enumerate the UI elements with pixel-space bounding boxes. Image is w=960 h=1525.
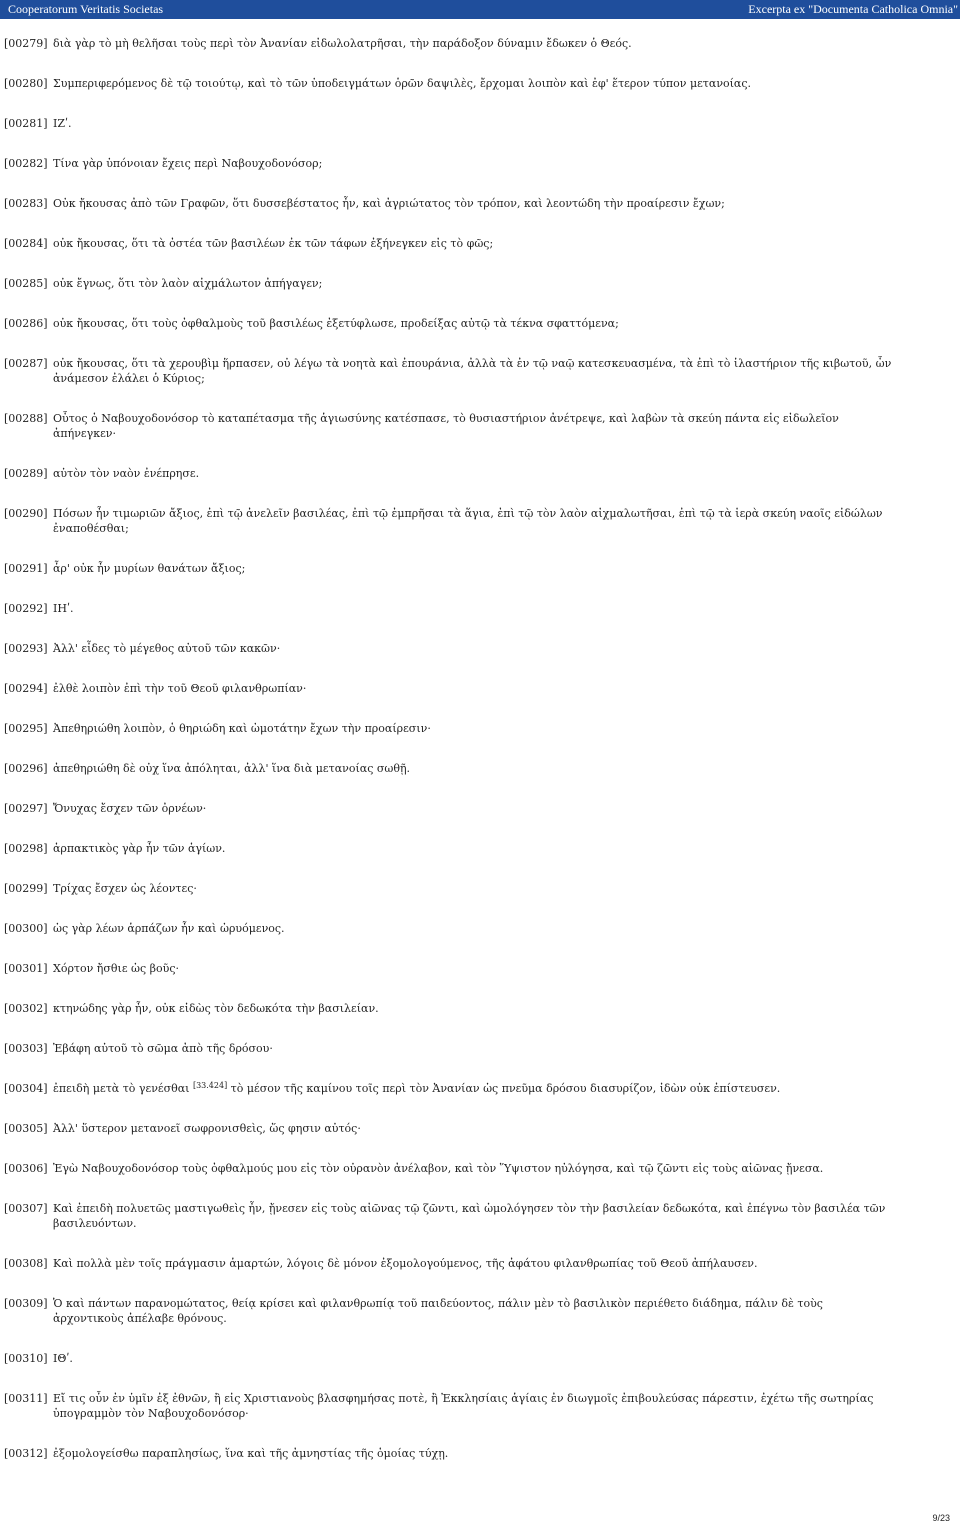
paragraph-text: ἆρ' οὐκ ἦν μυρίων θανάτων ἄξιος; xyxy=(53,562,246,575)
paragraph xyxy=(4,411,894,441)
paragraph-number: [00311] xyxy=(4,1392,48,1405)
paragraph xyxy=(4,1391,894,1421)
paragraph-number: [00309] xyxy=(4,1297,48,1310)
paragraph-text: οὐκ ἤκουσας, ὅτι τοὺς ὀφθαλμοὺς τοῦ βασιλέως ἐξετύφλωσε, προδείξας αὐτῷ τὰ τέκνα σφαττόμενα; xyxy=(53,317,619,330)
paragraph-number: [00304] xyxy=(4,1082,48,1095)
paragraph-text: διὰ γὰρ τὸ μὴ θελῆσαι τοὺς περὶ τὸν Ἀνανίαν εἰδωλολατρῆσαι, τὴν παράδοξον δύναμιν ἔδωκεν ὁ Θεός. xyxy=(53,37,632,50)
paragraph-number: [00290] xyxy=(4,507,48,520)
paragraph xyxy=(4,721,894,736)
paragraph-number: [00282] xyxy=(4,157,48,170)
paragraph-text-part: τὸ μέσον τῆς καμίνου τοῖς περὶ τὸν Ἀνανίαν ὡς πνεῦμα δρόσου διασυρίζον, ἰδὼν οὐκ ἐπίστευσεν. xyxy=(227,1082,781,1095)
paragraph-text: ΙΗʹ. xyxy=(53,602,74,615)
paragraph xyxy=(4,1041,894,1056)
paragraph-text: ΙΘʹ. xyxy=(53,1352,73,1365)
header-source-title: Excerpta ex "Documenta Catholica Omnia" xyxy=(748,2,958,16)
paragraph-text: Τρίχας ἔσχεν ὡς λέοντες· xyxy=(53,882,197,895)
paragraph-text: αὐτὸν τὸν ναὸν ἐνέπρησε. xyxy=(53,467,200,480)
paragraph-text: Χόρτον ἤσθιε ὡς βοῦς· xyxy=(53,962,179,975)
paragraph xyxy=(4,1446,894,1461)
paragraph-number: [00291] xyxy=(4,562,48,575)
paragraph xyxy=(4,881,894,896)
paragraph xyxy=(4,1296,894,1326)
paragraph xyxy=(4,801,894,816)
paragraph-text: ὡς γὰρ λέων ἁρπάζων ἦν καὶ ὠρυόμενος. xyxy=(53,922,285,935)
paragraph-text: Ἐβάφη αὐτοῦ τὸ σῶμα ἀπὸ τῆς δρόσου· xyxy=(53,1042,273,1055)
paragraph-text: ἀπεθηριώθη δὲ οὐχ ἵνα ἀπόληται, ἀλλ' ἵνα διὰ μετανοίας σωθῇ. xyxy=(53,762,411,775)
paragraph-text: Οὗτος ὁ Ναβουχοδονόσορ τὸ καταπέτασμα τῆς ἁγιωσύνης κατέσπασε, τὸ θυσιαστήριον ἀνέτρεψε, καὶ λαβὼν τὰ σκεύη πάντα εἰς εἰδωλεῖον ἀπήνεγκεν· xyxy=(53,412,839,440)
paragraph xyxy=(4,196,894,211)
paragraph-number: [00292] xyxy=(4,602,48,615)
paragraph-number: [00281] xyxy=(4,117,48,130)
paragraph xyxy=(4,641,894,656)
paragraph-number: [00303] xyxy=(4,1042,48,1055)
paragraph xyxy=(4,921,894,936)
paragraph-number: [00284] xyxy=(4,237,48,250)
paragraph-text: Πόσων ἦν τιμωριῶν ἄξιος, ἐπὶ τῷ ἀνελεῖν βασιλέας, ἐπὶ τῷ ἐμπρῆσαι τὰ ἅγια, ἐπὶ τῷ τὸν λαὸν αἰχμαλωτῆσαι, ἐπὶ τῷ τὰ ἱερὰ σκεύη ναοῖς εἰδώλων ἐναποθέσθαι; xyxy=(53,507,883,535)
paragraph-number: [00294] xyxy=(4,682,48,695)
header-bar xyxy=(0,0,960,19)
paragraph xyxy=(4,76,894,91)
paragraph xyxy=(4,1256,894,1271)
paragraph-text: ἁρπακτικὸς γὰρ ἦν τῶν ἁγίων. xyxy=(53,842,226,855)
paragraph xyxy=(4,236,894,251)
paragraph-text: οὐκ ἤκουσας, ὅτι τὰ ὀστέα τῶν βασιλέων ἐκ τῶν τάφων ἐξήνεγκεν εἰς τὸ φῶς; xyxy=(53,237,494,250)
paragraph-number: [00296] xyxy=(4,762,48,775)
paragraph-text: Εἴ τις οὖν ἐν ὑμῖν ἐξ ἐθνῶν, ἢ εἰς Χριστιανοὺς βλασφημήσας ποτὲ, ἢ Ἐκκλησίαις ἁγίαις ἐν διωγμοῖς ἐπιβουλεύσας πάρεστιν, ἐχέτω τῆς σωτηρίας ὑπογραμμὸν τὸν Ναβουχοδονόσορ· xyxy=(53,1392,874,1420)
paragraph-text: Καὶ πολλὰ μὲν τοῖς πράγμασιν ἁμαρτών, λόγοις δὲ μόνον ἐξομολογούμενος, τῆς ἀφάτου φιλανθρωπίας τοῦ Θεοῦ ἀπήλαυσεν. xyxy=(53,1257,758,1270)
document-body xyxy=(4,36,894,1486)
paragraph-number: [00280] xyxy=(4,77,48,90)
paragraph-number: [00308] xyxy=(4,1257,48,1270)
paragraph-text: Ὁ καὶ πάντων παρανομώτατος, θείᾳ κρίσει καὶ φιλανθρωπίᾳ τοῦ παιδεύοντος, πάλιν μὲν τὸ βασιλικὸν περιέθετο διάδημα, πάλιν δὲ τοὺς ἀρχοντικοὺς ἀπέλαβε θρόνους. xyxy=(53,1297,823,1325)
paragraph-text: ΙΖʹ. xyxy=(53,117,72,130)
paragraph-text-part: ἐπειδὴ μετὰ τὸ γενέσθαι xyxy=(53,1082,193,1095)
paragraph-text: ἐξομολογείσθω παραπλησίως, ἵνα καὶ τῆς ἀμνηστίας τῆς ὁμοίας τύχῃ. xyxy=(53,1447,449,1460)
paragraph-text: κτηνώδης γὰρ ἦν, οὐκ εἰδὼς τὸν δεδωκότα τὴν βασιλείαν. xyxy=(53,1002,379,1015)
paragraph-number: [00297] xyxy=(4,802,48,815)
paragraph xyxy=(4,1121,894,1136)
page-reference: [33.424] xyxy=(192,1081,228,1090)
paragraph-text: Ἀλλ' ὕστερον μετανοεῖ σωφρονισθεὶς, ὥς φησιν αὐτός· xyxy=(53,1122,361,1135)
paragraph xyxy=(4,116,894,131)
paragraph xyxy=(4,1001,894,1016)
paragraph-text: οὐκ ἔγνως, ὅτι τὸν λαὸν αἰχμάλωτον ἀπήγαγεν; xyxy=(53,277,323,290)
paragraph-number: [00285] xyxy=(4,277,48,290)
paragraph-number: [00301] xyxy=(4,962,48,975)
paragraph-number: [00283] xyxy=(4,197,48,210)
paragraph xyxy=(4,156,894,171)
paragraph-number: [00286] xyxy=(4,317,48,330)
paragraph xyxy=(4,1201,894,1231)
paragraph-number: [00305] xyxy=(4,1122,48,1135)
paragraph-number: [00300] xyxy=(4,922,48,935)
paragraph-number: [00310] xyxy=(4,1352,48,1365)
paragraph xyxy=(4,466,894,481)
paragraph xyxy=(4,356,894,386)
paragraph-text: Καὶ ἐπειδὴ πολυετῶς μαστιγωθεὶς ἦν, ᾔνεσεν εἰς τοὺς αἰῶνας τῷ ζῶντι, καὶ ὡμολόγησεν τὸν τὴν βασιλείαν δεδωκότα, καὶ ἐπέγνω τὸν βασιλέα τῶν βασιλευόντων. xyxy=(53,1202,886,1230)
paragraph-number: [00312] xyxy=(4,1447,48,1460)
paragraph xyxy=(4,761,894,776)
paragraph-text: Ἀπεθηριώθη λοιπὸν, ὁ θηριώδη καὶ ὠμοτάτην ἔχων τὴν προαίρεσιν· xyxy=(53,722,431,735)
paragraph xyxy=(4,1161,894,1176)
paragraph-text: Τίνα γὰρ ὑπόνοιαν ἔχεις περὶ Ναβουχοδονόσορ; xyxy=(53,157,323,170)
paragraph-text: Οὐκ ἤκουσας ἀπὸ τῶν Γραφῶν, ὅτι δυσσεβέστατος ἦν, καὶ ἀγριώτατος τὸν τρόπον, καὶ λεοντώδη τὴν προαίρεσιν ἔχων; xyxy=(53,197,725,210)
paragraph-text: οὐκ ἤκουσας, ὅτι τὰ χερουβὶμ ἥρπασεν, οὐ λέγω τὰ νοητὰ καὶ ἐπουράνια, ἀλλὰ τὰ ἐν τῷ ναῷ κατεσκευασμένα, τὰ ἐπὶ τὸ ἱλαστήριον τῆς κιβωτοῦ, ὧν ἀνάμεσον ἐλάλει ὁ Κύριος; xyxy=(53,357,892,385)
paragraph xyxy=(4,961,894,976)
paragraph-text: ἐλθὲ λοιπὸν ἐπὶ τὴν τοῦ Θεοῦ φιλανθρωπίαν· xyxy=(53,682,307,695)
paragraph-number: [00307] xyxy=(4,1202,48,1215)
paragraph-number: [00295] xyxy=(4,722,48,735)
paragraph-number: [00306] xyxy=(4,1162,48,1175)
paragraph-text: Ὄνυχας ἔσχεν τῶν ὀρνέων· xyxy=(53,802,207,815)
paragraph xyxy=(4,681,894,696)
paragraph-number: [00287] xyxy=(4,357,48,370)
paragraph xyxy=(4,1081,894,1096)
paragraph-text: Συμπεριφερόμενος δὲ τῷ τοιούτῳ, καὶ τὸ τῶν ὑποδειγμάτων ὁρῶν δαψιλὲς, ἔρχομαι λοιπὸν καὶ ἐφ' ἕτερον τύπον μετανοίας. xyxy=(53,77,752,90)
paragraph-number: [00288] xyxy=(4,412,48,425)
paragraph xyxy=(4,276,894,291)
paragraph xyxy=(4,561,894,576)
paragraph xyxy=(4,316,894,331)
paragraph-text xyxy=(53,1081,894,1096)
paragraph-number: [00279] xyxy=(4,37,48,50)
paragraph-number: [00298] xyxy=(4,842,48,855)
paragraph-number: [00293] xyxy=(4,642,48,655)
paragraph xyxy=(4,841,894,856)
paragraph xyxy=(4,1351,894,1366)
paragraph-number: [00289] xyxy=(4,467,48,480)
paragraph-number: [00299] xyxy=(4,882,48,895)
header-site-title: Cooperatorum Veritatis Societas xyxy=(8,2,164,16)
paragraph-number: [00302] xyxy=(4,1002,48,1015)
paragraph xyxy=(4,506,894,536)
page-number: 9/23 xyxy=(932,1513,950,1523)
paragraph-text: Ἐγὼ Ναβουχοδονόσορ τοὺς ὀφθαλμούς μου εἰς τὸν οὐρανὸν ἀνέλαβον, καὶ τὸν Ὕψιστον ηὐλόγησα, καὶ τῷ ζῶντι εἰς τοὺς αἰῶνας ᾔνεσα. xyxy=(53,1162,824,1175)
paragraph-text: Ἀλλ' εἶδες τὸ μέγεθος αὐτοῦ τῶν κακῶν· xyxy=(53,642,281,655)
paragraph xyxy=(4,36,894,51)
paragraph xyxy=(4,601,894,616)
